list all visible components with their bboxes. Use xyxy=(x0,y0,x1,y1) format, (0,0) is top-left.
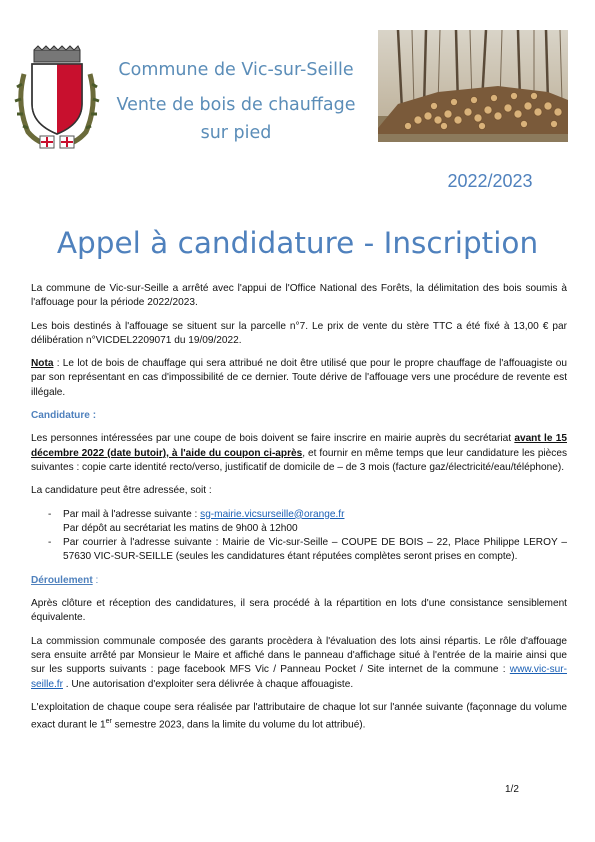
page-number: 1/2 xyxy=(505,784,519,795)
website-link[interactable]: www.vic-sur-seille.fr xyxy=(31,664,567,690)
candidature-paragraph-1 xyxy=(31,432,567,475)
header-subtitle: sur pied xyxy=(200,123,272,143)
deroulement-paragraph-3 xyxy=(31,701,567,733)
submission-methods-list xyxy=(31,508,567,565)
candidature-text-b: , et fournir en même temps que leur candidature les pièces suivantes : copie carte identité recto/verso, justificatif de domicile de – de 3 mois (facture gaz/électricité/eau/téléphone). xyxy=(31,447,567,473)
email-link[interactable]: sg-mairie.vicsurseille@orange.fr xyxy=(200,508,345,520)
deroulement-heading: Déroulement xyxy=(31,574,93,586)
deposit-method-text: Par dépôt au secrétariat les matins de 9h00 à 12h00 xyxy=(63,522,298,534)
deroulement-heading-line xyxy=(31,574,567,588)
header-title: Vente de bois de chauffage xyxy=(116,95,356,115)
intro-paragraph-2: Les bois destinés à l'affouage se situent sur la parcelle n°7. Le prix de vente du stère TTC a été fixé à 13,00 € par délibération n°VICDEL2209071 du 19/09/2022. xyxy=(31,320,567,346)
superscript-er: er xyxy=(105,718,112,726)
postal-method-text: Par courrier à l'adresse suivante : Mairie de Vic-sur-Seille – COUPE DE BOIS – 22, Place Philippe LEROY – 57630 VIC-SUR-SEILLE (seules les candidatures étant réputées complètes seront prises en compte). xyxy=(63,537,567,563)
document-body xyxy=(31,282,567,742)
deroulement-text-b: . Une autorisation d'exploiter sera délivrée à chaque affouagiste. xyxy=(62,678,354,690)
intro-paragraph-1: La commune de Vic-sur-Seille a arrêté avec l'appui de l'Office National des Forêts, la délimitation des bois soumis à l'affouage pour la période 2022/2023. xyxy=(31,283,567,309)
firewood-pile-photo xyxy=(378,30,568,142)
list-item: - Par courrier à l'adresse suivante : Mairie de Vic-sur-Seille – COUPE DE BOIS – 22, Place Philippe LEROY – 57630 VIC-SUR-SEILLE (seules les candidatures étant réputées complètes seront prises en compte). xyxy=(48,537,567,563)
deroulement-text-c: L'exploitation de chaque coupe sera réalisée par l'attributaire de chaque lot sur l'année suivante (façonnage du volume exact durant le 1 xyxy=(31,701,567,731)
mail-method-text: Par mail à l'adresse suivante : xyxy=(63,508,201,520)
nota-paragraph xyxy=(31,357,567,400)
candidature-paragraph-2: La candidature peut être adressée, soit : xyxy=(31,485,212,497)
deroulement-paragraph-1: Après clôture et réception des candidatures, il sera procédé à la répartition en lots d'une consistance sensiblement équivalente. xyxy=(31,598,567,624)
deroulement-heading-suffix: : xyxy=(92,574,99,586)
season-year: 2022/2023 xyxy=(447,171,533,191)
list-item: - Par mail à l'adresse suivante : sg-mairie.vicsurseille@orange.fr Par dépôt au secrétariat les matins de 9h00 à 12h00 xyxy=(48,508,345,534)
deroulement-text-a: La commission communale composée des garants procèdera à l'évaluation des lots ainsi répartis. Le rôle d'affouage sera ensuite arrêté par Monsieur le Maire et affiché dans le panneau d'affichage situé à l'entrée de la mairie ainsi que sur les supports suivants : page facebook MFS Vic / Panneau Pocket / Site internet de la commune : xyxy=(31,635,567,676)
commune-name: Commune de Vic-sur-Seille xyxy=(118,60,354,80)
nota-text: : Le lot de bois de chauffage qui sera attribué ne doit être utilisé que pour le propre chauffage de l'affouagiste ou par son représentant en cas d'impossibilité de ce dernier. Toute dérive de l'affouage vers une procédure de revente est illégale. xyxy=(31,358,567,398)
page-title: Appel à candidature - Inscription xyxy=(56,226,539,260)
coat-of-arms-logo xyxy=(14,44,100,154)
deadline-text: avant le 15 décembre 2022 (date butoir), à l'aide du coupon ci-après xyxy=(31,433,567,459)
candidature-text-a: Les personnes intéressées par une coupe de bois doivent se faire inscrire en mairie auprès du secrétariat xyxy=(31,433,515,445)
deroulement-paragraph-2 xyxy=(31,635,567,692)
candidature-heading: Candidature : xyxy=(31,410,97,422)
deroulement-text-d: semestre 2023, dans la limite du volume du lot attribué). xyxy=(111,719,366,731)
nota-label: Nota xyxy=(31,358,54,370)
